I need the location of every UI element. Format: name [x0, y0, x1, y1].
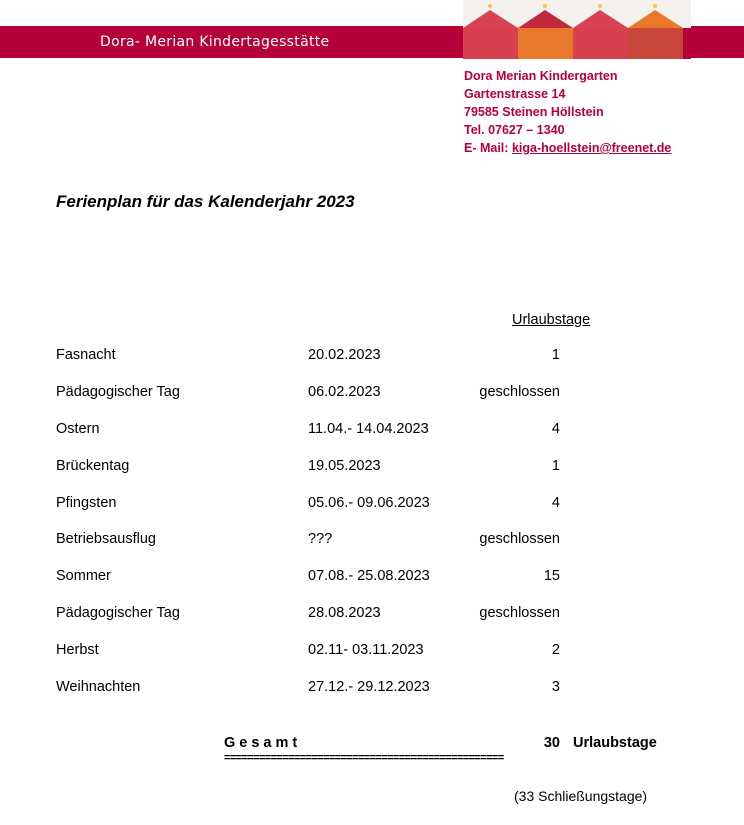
total-double-underline: ================================================ — [224, 752, 504, 764]
address-street: Gartenstrasse 14 — [464, 87, 566, 101]
holiday-date: 07.08.- 25.08.2023 — [308, 568, 430, 584]
holiday-days: geschlossen — [479, 531, 560, 547]
column-header-urlaubstage: Urlaubstage — [512, 312, 591, 328]
total-value: 30 — [543, 735, 560, 751]
holiday-name: Sommer — [56, 568, 111, 584]
holiday-name: Pfingsten — [56, 495, 117, 511]
email-label: E- Mail: — [464, 141, 509, 155]
table-row — [0, 531, 744, 551]
holiday-days: geschlossen — [479, 384, 560, 400]
table-row — [0, 421, 744, 441]
holiday-days: 1 — [551, 458, 560, 474]
address-city: 79585 Steinen Höllstein — [464, 105, 604, 119]
kindergarten-logo — [463, 0, 691, 59]
holiday-date: 20.02.2023 — [308, 347, 381, 363]
holiday-days: 4 — [551, 421, 560, 437]
holiday-date: 28.08.2023 — [308, 605, 381, 621]
holiday-name: Pädagogischer Tag — [56, 384, 180, 400]
table-row — [0, 605, 744, 625]
holiday-date: 19.05.2023 — [308, 458, 381, 474]
email-link[interactable]: kiga-hoellstein@freenet.de — [511, 141, 672, 155]
holiday-name: Betriebsausflug — [56, 531, 156, 547]
holiday-days: 4 — [551, 495, 560, 511]
holiday-name: Ostern — [56, 421, 100, 437]
table-row — [0, 384, 744, 404]
total-label: Gesamt — [224, 735, 302, 751]
holiday-date: 05.06.- 09.06.2023 — [308, 495, 430, 511]
address-phone: Tel. 07627 – 1340 — [464, 123, 565, 137]
holiday-name: Herbst — [56, 642, 99, 658]
closing-days-note: (33 Schließungstage) — [514, 788, 648, 804]
holiday-days: 2 — [551, 642, 560, 658]
table-row — [0, 642, 744, 662]
holiday-name: Weihnachten — [56, 679, 141, 695]
holiday-name: Brückentag — [56, 458, 130, 474]
table-row — [0, 495, 744, 515]
address-name: Dora Merian Kindergarten — [464, 69, 618, 83]
holiday-date: ??? — [308, 531, 333, 547]
address-email-line — [464, 139, 671, 157]
table-row — [0, 568, 744, 588]
table-row — [0, 679, 744, 699]
table-row — [0, 347, 744, 367]
holiday-date: 11.04.- 14.04.2023 — [308, 421, 429, 437]
holiday-name: Fasnacht — [56, 347, 116, 363]
holiday-name: Pädagogischer Tag — [56, 605, 180, 621]
banner-title: Dora- Merian Kindertagesstätte — [100, 34, 330, 50]
holiday-days: 15 — [543, 568, 560, 584]
holiday-date: 27.12.- 29.12.2023 — [308, 679, 430, 695]
holiday-days: 1 — [551, 347, 560, 363]
address-block — [464, 67, 671, 157]
holiday-date: 02.11- 03.11.2023 — [308, 642, 424, 658]
holiday-days: 3 — [551, 679, 560, 695]
page-title: Ferienplan für das Kalenderjahr 2023 — [56, 192, 355, 211]
table-row — [0, 458, 744, 478]
holiday-days: geschlossen — [479, 605, 560, 621]
holiday-date: 06.02.2023 — [308, 384, 381, 400]
total-unit: Urlaubstage — [573, 735, 657, 751]
